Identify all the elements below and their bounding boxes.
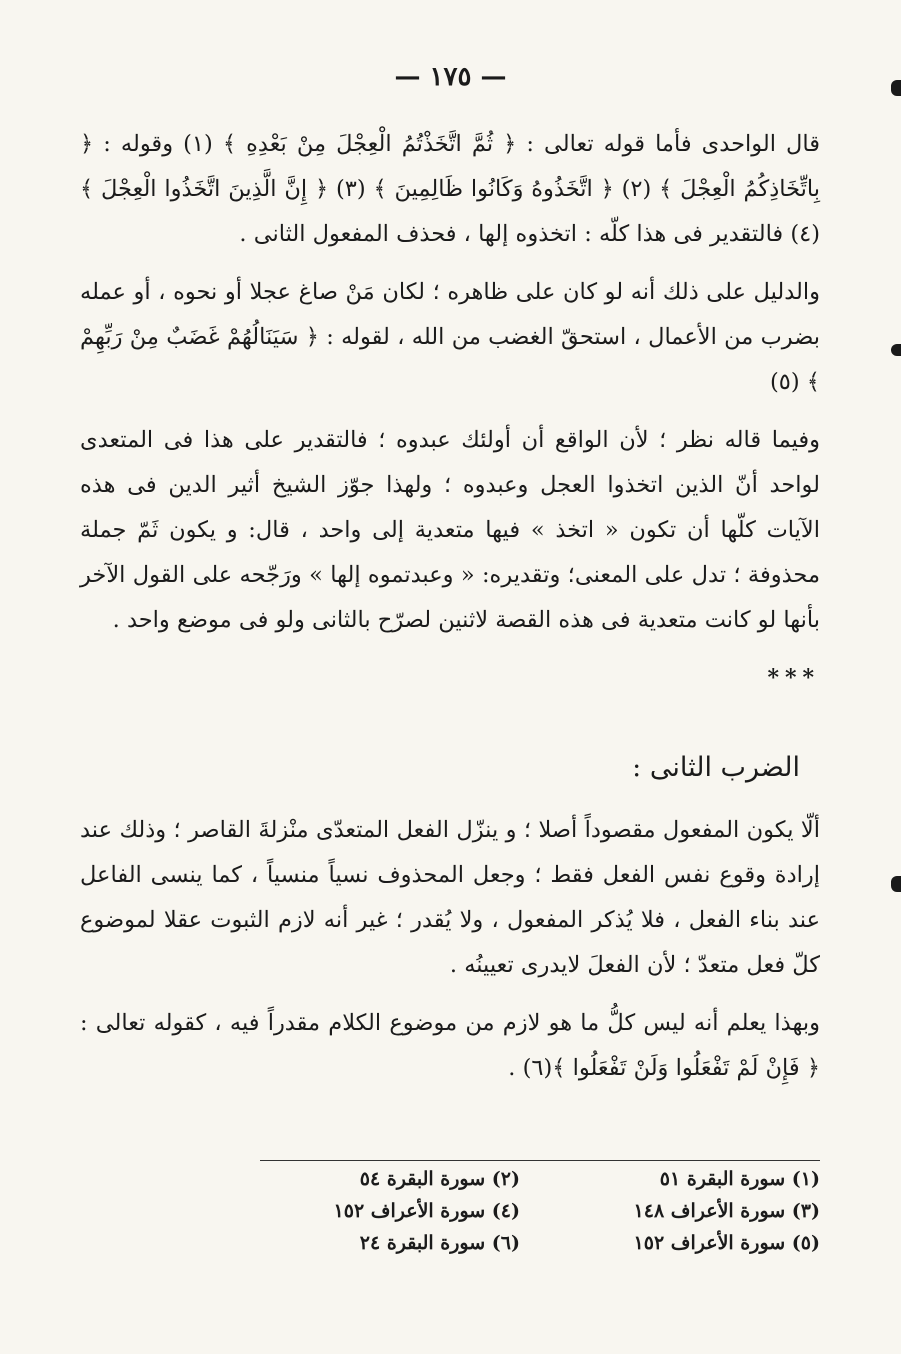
footnote: (٥) سورة الأعراف ١٥٢ (633, 1232, 820, 1254)
paragraph: والدليل على ذلك أنه لو كان على ظاهره ؛ لكان مَنْ صاغ عجلا أو نحوه ، أو عمله بضرب من الأعمال ، استحقّ الغضب من الله ، لقوله : ﴿ سَيَنَالُهُمْ غَضَبٌ مِنْ رَبِّهِمْ ﴾ (٥) (80, 279, 820, 395)
paragraph: قال الواحدى فأما قوله تعالى : ﴿ ثُمَّ اتَّخَذْتُمُ الْعِجْلَ مِنْ بَعْدِهِ ﴾ (١) وقوله : ﴿ بِاتِّخَاذِكُمُ الْعِجْلَ ﴾ (٢) ﴿ اتَّخَذُوهُ وَكَانُوا ظَالِمِينَ ﴾ (٣) ﴿ إِنَّ الَّذِينَ اتَّخَذُوا الْعِجْلَ ﴾ (٤) فالتقدير فى هذا كلّه : اتخذوه إلها ، فحذف المفعول الثانى . (80, 131, 820, 247)
paragraph: وفيما قاله نظر ؛ لأن الواقع أن أولئك عبدوه ؛ فالتقدير على هذا فى المتعدى لواحد أنّ الذين اتخذوا العجل وعبدوه ؛ ولهذا جوّز الشيخ أثير الدين فى هذه الآيات كلّها أن تكون « اتخذ » فيها متعدية إلى واحد ، قال: و يكون ثَمّ جملة محذوفة ؛ تدل على المعنى؛ وتقديره: « وعبدتموه إلها » ورَجّحه على القول الآخر بأنها لو كانت متعدية فى هذه القصة لاثنين لصرّح بالثانى ولو فى موضع واحد . (80, 427, 820, 633)
page-edge-mark (891, 876, 901, 892)
footnote: (٢) سورة البقرة ٥٤ (359, 1168, 520, 1190)
paragraph: ألّا يكون المفعول مقصوداً أصلا ؛ و ينزّل الفعل المتعدّى منْزلةَ القاصر ؛ وذلك عند إرادة وقوع نفس الفعل فقط ؛ وجعل المحذوف نسياً منسياً ، كما ينسى الفاعل عند بناء الفعل ، فلا يُذكر المفعول ، ولا يُقدر ؛ غير أنه لازم الثبوت عقلا لموضوع كلّ فعل متعدّ ؛ لأن الفعلَ لايدرى تعيينُه . (80, 817, 820, 978)
footnotes (260, 1160, 820, 1259)
page-number: — ١٧٥ — (394, 62, 507, 92)
section-title: الضرب الثانى : (632, 752, 800, 783)
footnote: (٤) سورة الأعراف ١٥٢ (333, 1200, 520, 1222)
page-body (80, 122, 820, 1104)
footnote: (١) سورة البقرة ٥١ (659, 1168, 820, 1190)
footnote: (٦) سورة البقرة ٢٤ (359, 1232, 520, 1254)
section-divider: *** (767, 665, 820, 691)
page-edge-mark (891, 344, 901, 356)
paragraph: وبهذا يعلم أنه ليس كلُّ ما هو لازم من موضوع الكلام مقدراً فيه ، كقوله تعالى : ﴿ فَإِنْ لَمْ تَفْعَلُوا وَلَنْ تَفْعَلُوا ﴾(٦) . (80, 1010, 820, 1081)
footnote: (٣) سورة الأعراف ١٤٨ (633, 1200, 820, 1222)
